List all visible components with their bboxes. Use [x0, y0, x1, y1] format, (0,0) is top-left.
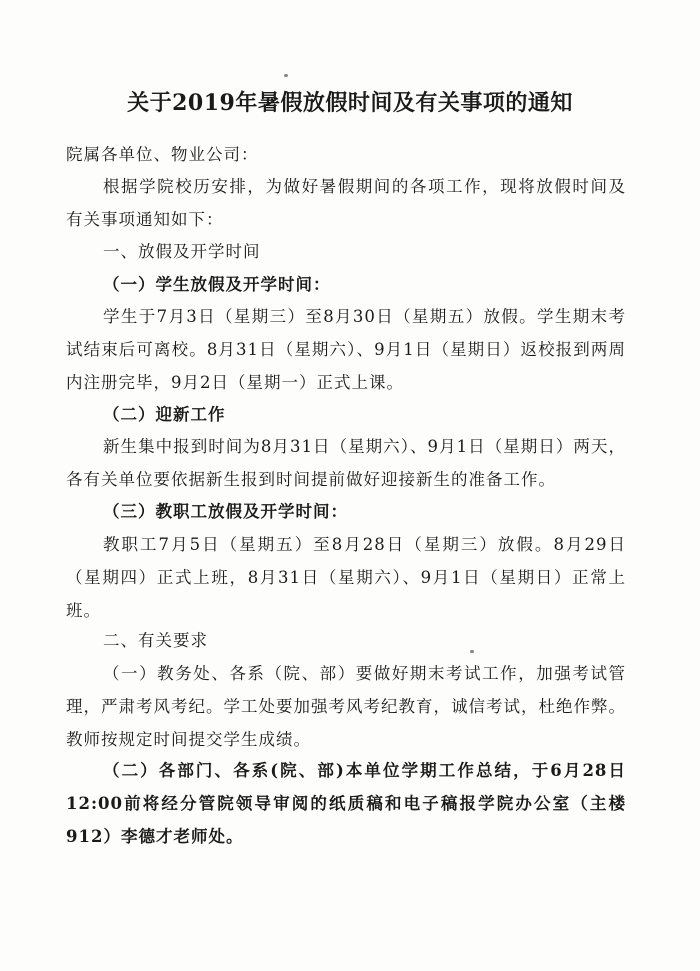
section1-sub1-text: 学生于7月3日（星期三）至8月30日（星期五）放假。学生期末考试结束后可离校。8月31日（星期六）、9月1日（星期日）返校报到两周内注册完毕，9月2日（星期一）正式上课。: [66, 307, 626, 392]
section2-item1: （一）教务处、各系（院、部）要做好期末考试工作，加强考试管理，严肃考风考纪。学工处要加强考风考纪教育，诚信考试，杜绝作弊。教师按规定时间提交学生成绩。: [66, 664, 626, 749]
salutation: 院属各单位、物业公司：: [66, 145, 259, 164]
section2-item2: （二）各部门、各系(院、部)本单位学期工作总结，于6月28日12:00前将经分管院领导审阅的纸质稿和电子稿报学院办公室（主楼912）李德才老师处。: [66, 761, 626, 846]
section1-sub2-text: 新生集中报到时间为8月31日（星期六）、9月1日（星期日）两天，各有关单位要依据新生报到时间提前做好迎接新生的准备工作。: [66, 437, 626, 489]
intro-paragraph: 根据学院校历安排，为做好暑假期间的各项工作，现将放假时间及有关事项通知如下：: [66, 177, 626, 229]
scan-speck: [284, 74, 288, 77]
section2-heading: 二、有关要求: [103, 631, 208, 650]
section1-sub1-heading: （一）学生放假及开学时间：: [103, 275, 331, 294]
section1-sub3-heading: （三）教职工放假及开学时间：: [103, 502, 348, 521]
document-title: 关于2019年暑假放假时间及有关事项的通知: [127, 90, 573, 116]
section1-sub2-heading: （二）迎新工作: [103, 405, 226, 424]
section1-heading: 一、放假及开学时间: [103, 242, 261, 261]
section1-sub3-text: 教职工7月5日（星期五）至8月28日（星期三）放假。8月29日（星期四）正式上班，8月31日（星期六）、9月1日（星期日）正常上班。: [66, 535, 626, 620]
